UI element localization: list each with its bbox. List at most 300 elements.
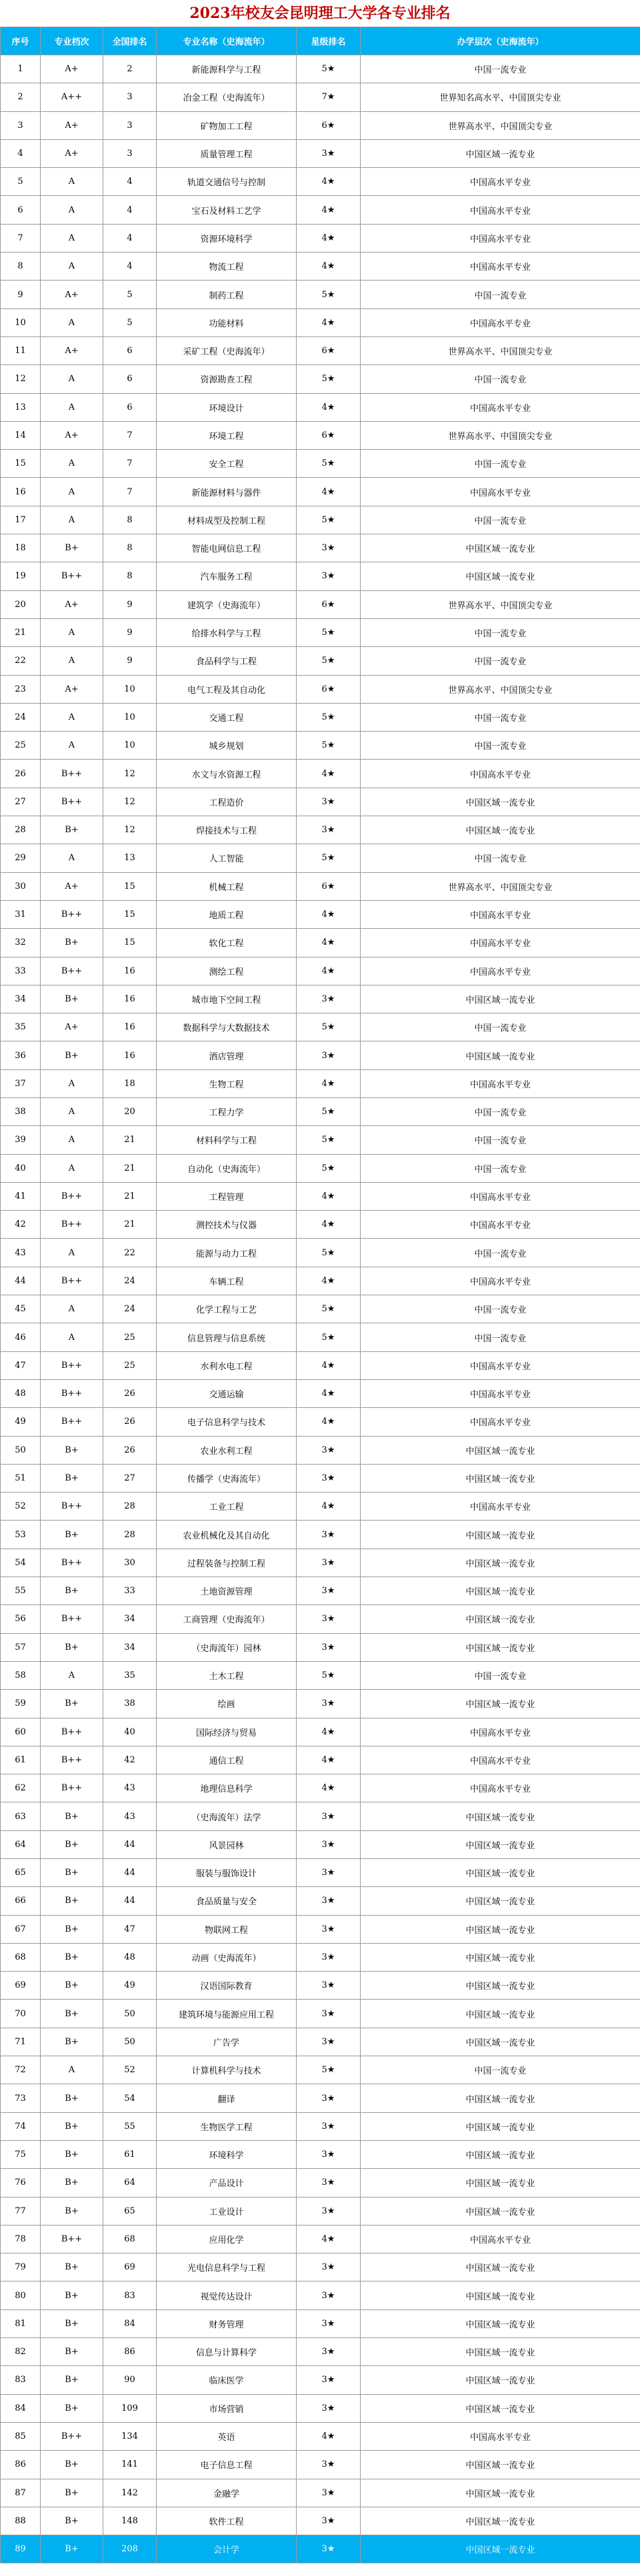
cell-national-rank: 10	[103, 675, 157, 703]
cell-tier: A	[41, 365, 103, 393]
cell-major-name: 英语	[157, 2422, 297, 2450]
cell-level: 中国一流专业	[361, 647, 640, 675]
cell-major-name: 电气工程及其自动化	[157, 675, 297, 703]
cell-national-rank: 21	[103, 1211, 157, 1239]
cell-tier: B+	[41, 2338, 103, 2366]
cell-tier: B+	[41, 1464, 103, 1492]
cell-tier: A	[41, 732, 103, 760]
table-row	[1, 1239, 640, 1267]
header-star-rating: 星级排名	[297, 27, 361, 55]
cell-major-name: 测绘工程	[157, 957, 297, 985]
table-row	[1, 1943, 640, 1971]
cell-index: 89	[1, 2535, 41, 2563]
cell-tier: A	[41, 224, 103, 252]
cell-national-rank: 16	[103, 1041, 157, 1069]
cell-tier: B+	[41, 2000, 103, 2028]
cell-national-rank: 4	[103, 196, 157, 224]
cell-index: 9	[1, 281, 41, 309]
cell-national-rank: 26	[103, 1379, 157, 1407]
cell-tier: B++	[41, 1182, 103, 1210]
cell-national-rank: 15	[103, 900, 157, 928]
cell-tier: A	[41, 2056, 103, 2084]
cell-star-rating: 7★	[297, 83, 361, 111]
cell-star-rating: 4★	[297, 1211, 361, 1239]
cell-level: 中国区域一流专业	[361, 1830, 640, 1858]
cell-tier: B++	[41, 788, 103, 816]
cell-level: 中国高水平专业	[361, 1774, 640, 1802]
table-row	[1, 1718, 640, 1746]
cell-level: 中国区域一流专业	[361, 1690, 640, 1718]
cell-tier: A+	[41, 139, 103, 167]
cell-index: 53	[1, 1521, 41, 1549]
cell-major-name: 农业水利工程	[157, 1436, 297, 1464]
cell-index: 65	[1, 1859, 41, 1887]
cell-national-rank: 21	[103, 1182, 157, 1210]
cell-national-rank: 26	[103, 1436, 157, 1464]
cell-star-rating: 3★	[297, 1915, 361, 1943]
cell-index: 38	[1, 1097, 41, 1125]
table-row	[1, 732, 640, 760]
cell-level: 中国一流专业	[361, 2056, 640, 2084]
cell-level: 中国高水平专业	[361, 168, 640, 196]
table-row	[1, 788, 640, 816]
cell-major-name: 新能源材料与器件	[157, 478, 297, 506]
cell-index: 2	[1, 83, 41, 111]
cell-tier: B++	[41, 1605, 103, 1633]
cell-tier: B+	[41, 2028, 103, 2056]
cell-star-rating: 3★	[297, 2281, 361, 2309]
cell-level: 中国高水平专业	[361, 1351, 640, 1379]
cell-index: 20	[1, 590, 41, 618]
cell-level: 中国区域一流专业	[361, 985, 640, 1013]
cell-star-rating: 3★	[297, 2169, 361, 2197]
table-row	[1, 506, 640, 534]
cell-level: 中国区域一流专业	[361, 1859, 640, 1887]
table-row	[1, 1830, 640, 1858]
cell-tier: B+	[41, 2394, 103, 2422]
cell-tier: B+	[41, 1521, 103, 1549]
cell-national-rank: 44	[103, 1859, 157, 1887]
cell-tier: A	[41, 168, 103, 196]
cell-star-rating: 3★	[297, 1605, 361, 1633]
cell-star-rating: 3★	[297, 2000, 361, 2028]
cell-tier: B+	[41, 1943, 103, 1971]
cell-level: 中国一流专业	[361, 506, 640, 534]
table-row	[1, 1295, 640, 1323]
cell-star-rating: 3★	[297, 1859, 361, 1887]
cell-tier: B+	[41, 929, 103, 957]
cell-level: 中国区域一流专业	[361, 2309, 640, 2337]
table-row	[1, 1182, 640, 1210]
cell-tier: B+	[41, 1859, 103, 1887]
cell-index: 7	[1, 224, 41, 252]
cell-index: 1	[1, 55, 41, 83]
cell-tier: A	[41, 618, 103, 646]
cell-index: 39	[1, 1126, 41, 1154]
cell-major-name: 交通工程	[157, 703, 297, 731]
cell-national-rank: 12	[103, 788, 157, 816]
cell-star-rating: 4★	[297, 1351, 361, 1379]
cell-national-rank: 7	[103, 421, 157, 449]
cell-national-rank: 21	[103, 1154, 157, 1182]
cell-level: 中国区域一流专业	[361, 2535, 640, 2563]
cell-index: 36	[1, 1041, 41, 1069]
cell-major-name: 工程管理	[157, 1182, 297, 1210]
table-row	[1, 590, 640, 618]
cell-star-rating: 3★	[297, 2535, 361, 2563]
cell-national-rank: 35	[103, 1661, 157, 1689]
cell-national-rank: 64	[103, 2169, 157, 2197]
cell-index: 3	[1, 111, 41, 139]
cell-major-name: 金融学	[157, 2479, 297, 2507]
cell-index: 87	[1, 2479, 41, 2507]
cell-major-name: 安全工程	[157, 450, 297, 478]
cell-index: 21	[1, 618, 41, 646]
table-row	[1, 1154, 640, 1182]
cell-tier: B++	[41, 1267, 103, 1295]
cell-tier: B+	[41, 2535, 103, 2563]
cell-tier: B+	[41, 2112, 103, 2140]
cell-star-rating: 4★	[297, 253, 361, 281]
cell-tier: B+	[41, 816, 103, 844]
cell-tier: A	[41, 1097, 103, 1125]
cell-tier: B+	[41, 1887, 103, 1915]
cell-major-name: 物联网工程	[157, 1915, 297, 1943]
cell-national-rank: 34	[103, 1633, 157, 1661]
cell-national-rank: 24	[103, 1295, 157, 1323]
cell-major-name: 翻译	[157, 2084, 297, 2112]
cell-tier: B++	[41, 1549, 103, 1577]
cell-national-rank: 5	[103, 281, 157, 309]
cell-star-rating: 4★	[297, 1774, 361, 1802]
cell-index: 4	[1, 139, 41, 167]
cell-national-rank: 10	[103, 703, 157, 731]
cell-major-name: 人工智能	[157, 844, 297, 872]
cell-national-rank: 52	[103, 2056, 157, 2084]
cell-level: 中国一流专业	[361, 1661, 640, 1689]
cell-tier: A	[41, 1239, 103, 1267]
cell-star-rating: 5★	[297, 1126, 361, 1154]
cell-index: 12	[1, 365, 41, 393]
cell-star-rating: 3★	[297, 1802, 361, 1830]
cell-index: 50	[1, 1436, 41, 1464]
cell-major-name: 给排水科学与工程	[157, 618, 297, 646]
cell-star-rating: 5★	[297, 1661, 361, 1689]
cell-level: 中国一流专业	[361, 1239, 640, 1267]
table-row	[1, 1746, 640, 1774]
cell-star-rating: 5★	[297, 55, 361, 83]
table-row	[1, 1859, 640, 1887]
cell-tier: B++	[41, 1211, 103, 1239]
table-row	[1, 168, 640, 196]
cell-tier: B+	[41, 2366, 103, 2394]
cell-tier: B+	[41, 2281, 103, 2309]
cell-index: 62	[1, 1774, 41, 1802]
cell-major-name: 资源勘查工程	[157, 365, 297, 393]
table-row	[1, 2281, 640, 2309]
cell-index: 57	[1, 1633, 41, 1661]
cell-national-rank: 28	[103, 1521, 157, 1549]
table-row	[1, 562, 640, 590]
cell-major-name: 过程装备与控制工程	[157, 1549, 297, 1577]
cell-major-name: 城市地下空间工程	[157, 985, 297, 1013]
table-row	[1, 816, 640, 844]
cell-star-rating: 3★	[297, 2084, 361, 2112]
cell-index: 28	[1, 816, 41, 844]
table-row	[1, 675, 640, 703]
table-row	[1, 336, 640, 364]
cell-national-rank: 44	[103, 1887, 157, 1915]
table-row	[1, 1408, 640, 1436]
cell-index: 88	[1, 2507, 41, 2535]
cell-star-rating: 3★	[297, 1690, 361, 1718]
cell-major-name: 视觉传达设计	[157, 2281, 297, 2309]
cell-tier: B+	[41, 1915, 103, 1943]
cell-major-name: 地质工程	[157, 900, 297, 928]
cell-level: 中国高水平专业	[361, 760, 640, 788]
cell-tier: A+	[41, 590, 103, 618]
table-row	[1, 872, 640, 900]
page-title: 2023年校友会昆明理工大学各专业排名	[189, 5, 451, 22]
cell-level: 世界知名高水平、中国顶尖专业	[361, 83, 640, 111]
cell-star-rating: 3★	[297, 139, 361, 167]
table-row	[1, 1097, 640, 1125]
cell-national-rank: 8	[103, 506, 157, 534]
cell-index: 86	[1, 2451, 41, 2479]
cell-major-name: 农业机械化及其自动化	[157, 1521, 297, 1549]
cell-star-rating: 4★	[297, 1182, 361, 1210]
cell-level: 中国高水平专业	[361, 1267, 640, 1295]
cell-star-rating: 5★	[297, 647, 361, 675]
cell-level: 世界高水平、中国顶尖专业	[361, 421, 640, 449]
table-row	[1, 1436, 640, 1464]
cell-star-rating: 4★	[297, 1069, 361, 1097]
cell-major-name: 计算机科学与技术	[157, 2056, 297, 2084]
cell-national-rank: 54	[103, 2084, 157, 2112]
table-row	[1, 1041, 640, 1069]
cell-national-rank: 55	[103, 2112, 157, 2140]
cell-major-name: 生物医学工程	[157, 2112, 297, 2140]
cell-major-name: 绘画	[157, 1690, 297, 1718]
ranking-table	[0, 27, 640, 2563]
cell-national-rank: 44	[103, 1830, 157, 1858]
table-row	[1, 2084, 640, 2112]
cell-national-rank: 30	[103, 1549, 157, 1577]
cell-tier: B+	[41, 1577, 103, 1605]
cell-major-name: 地理信息科学	[157, 1774, 297, 1802]
cell-index: 64	[1, 1830, 41, 1858]
cell-tier: B++	[41, 2225, 103, 2253]
cell-major-name: 工业设计	[157, 2197, 297, 2225]
cell-national-rank: 21	[103, 1126, 157, 1154]
cell-major-name: 汽车服务工程	[157, 562, 297, 590]
cell-star-rating: 3★	[297, 2507, 361, 2535]
cell-tier: A	[41, 1126, 103, 1154]
cell-level: 中国高水平专业	[361, 224, 640, 252]
cell-tier: B++	[41, 1379, 103, 1407]
table-row	[1, 111, 640, 139]
cell-star-rating: 6★	[297, 872, 361, 900]
cell-level: 中国高水平专业	[361, 957, 640, 985]
cell-national-rank: 208	[103, 2535, 157, 2563]
cell-star-rating: 6★	[297, 111, 361, 139]
cell-major-name: 广告学	[157, 2028, 297, 2056]
table-row	[1, 647, 640, 675]
cell-major-name: 材料成型及控制工程	[157, 506, 297, 534]
cell-major-name: 电子信息工程	[157, 2451, 297, 2479]
cell-major-name: 焊接技术与工程	[157, 816, 297, 844]
cell-level: 中国区域一流专业	[361, 1464, 640, 1492]
cell-star-rating: 3★	[297, 2451, 361, 2479]
cell-star-rating: 4★	[297, 309, 361, 336]
cell-tier: A+	[41, 872, 103, 900]
cell-national-rank: 148	[103, 2507, 157, 2535]
cell-level: 世界高水平、中国顶尖专业	[361, 590, 640, 618]
cell-level: 中国区域一流专业	[361, 2084, 640, 2112]
cell-tier: B+	[41, 2084, 103, 2112]
cell-level: 中国区域一流专业	[361, 2197, 640, 2225]
cell-star-rating: 5★	[297, 1323, 361, 1351]
cell-tier: B++	[41, 1718, 103, 1746]
cell-level: 中国一流专业	[361, 703, 640, 731]
cell-national-rank: 6	[103, 393, 157, 421]
cell-national-rank: 4	[103, 168, 157, 196]
cell-index: 74	[1, 2112, 41, 2140]
table-row	[1, 2309, 640, 2337]
cell-national-rank: 7	[103, 450, 157, 478]
cell-level: 中国一流专业	[361, 1295, 640, 1323]
table-row	[1, 534, 640, 562]
cell-national-rank: 7	[103, 478, 157, 506]
table-row	[1, 421, 640, 449]
cell-major-name: 电子信息科学与技术	[157, 1408, 297, 1436]
cell-star-rating: 6★	[297, 675, 361, 703]
cell-level: 世界高水平、中国顶尖专业	[361, 675, 640, 703]
cell-index: 13	[1, 393, 41, 421]
cell-major-name: 信息与计算科学	[157, 2338, 297, 2366]
cell-national-rank: 141	[103, 2451, 157, 2479]
cell-major-name: 智能电网信息工程	[157, 534, 297, 562]
cell-major-name: 风景园林	[157, 1830, 297, 1858]
cell-index: 85	[1, 2422, 41, 2450]
cell-index: 42	[1, 1211, 41, 1239]
cell-national-rank: 6	[103, 336, 157, 364]
cell-level: 世界高水平、中国顶尖专业	[361, 872, 640, 900]
cell-star-rating: 6★	[297, 421, 361, 449]
cell-national-rank: 38	[103, 1690, 157, 1718]
cell-tier: B++	[41, 1746, 103, 1774]
cell-star-rating: 3★	[297, 1830, 361, 1858]
cell-level: 中国区域一流专业	[361, 1972, 640, 2000]
table-row	[1, 2197, 640, 2225]
cell-tier: B+	[41, 1802, 103, 1830]
cell-level: 中国一流专业	[361, 618, 640, 646]
cell-level: 中国高水平专业	[361, 900, 640, 928]
cell-index: 79	[1, 2254, 41, 2281]
cell-star-rating: 3★	[297, 816, 361, 844]
cell-star-rating: 4★	[297, 760, 361, 788]
cell-star-rating: 5★	[297, 1295, 361, 1323]
cell-national-rank: 42	[103, 1746, 157, 1774]
cell-star-rating: 3★	[297, 2366, 361, 2394]
cell-major-name: 城乡规划	[157, 732, 297, 760]
cell-major-name: 应用化学	[157, 2225, 297, 2253]
cell-index: 17	[1, 506, 41, 534]
cell-major-name: 临床医学	[157, 2366, 297, 2394]
cell-major-name: 材料科学与工程	[157, 1126, 297, 1154]
cell-star-rating: 3★	[297, 2140, 361, 2168]
cell-tier: A	[41, 506, 103, 534]
cell-level: 中国区域一流专业	[361, 2169, 640, 2197]
table-row	[1, 309, 640, 336]
cell-index: 77	[1, 2197, 41, 2225]
cell-major-name: 动画（史海流年）	[157, 1943, 297, 1971]
cell-major-name: 制药工程	[157, 281, 297, 309]
cell-tier: B+	[41, 1633, 103, 1661]
cell-level: 中国区域一流专业	[361, 1802, 640, 1830]
cell-national-rank: 68	[103, 2225, 157, 2253]
table-row	[1, 365, 640, 393]
cell-index: 75	[1, 2140, 41, 2168]
cell-national-rank: 134	[103, 2422, 157, 2450]
cell-index: 16	[1, 478, 41, 506]
cell-index: 14	[1, 421, 41, 449]
cell-index: 83	[1, 2366, 41, 2394]
cell-tier: A+	[41, 111, 103, 139]
cell-tier: A	[41, 1154, 103, 1182]
cell-tier: B+	[41, 1436, 103, 1464]
cell-index: 84	[1, 2394, 41, 2422]
table-row	[1, 2422, 640, 2450]
table-row	[1, 1549, 640, 1577]
cell-level: 中国一流专业	[361, 1097, 640, 1125]
cell-star-rating: 4★	[297, 393, 361, 421]
table-row	[1, 2451, 640, 2479]
header-major-name: 专业名称（史海流年）	[157, 27, 297, 55]
cell-level: 世界高水平、中国顶尖专业	[361, 336, 640, 364]
table-row	[1, 478, 640, 506]
table-row	[1, 1605, 640, 1633]
cell-major-name: 建筑环境与能源应用工程	[157, 2000, 297, 2028]
table-row	[1, 2338, 640, 2366]
table-row	[1, 1774, 640, 1802]
cell-index: 41	[1, 1182, 41, 1210]
table-row	[1, 1972, 640, 2000]
table-row	[1, 900, 640, 928]
cell-index: 19	[1, 562, 41, 590]
cell-level: 中国区域一流专业	[361, 2394, 640, 2422]
cell-level: 中国一流专业	[361, 55, 640, 83]
cell-star-rating: 4★	[297, 1408, 361, 1436]
cell-national-rank: 12	[103, 760, 157, 788]
cell-index: 61	[1, 1746, 41, 1774]
cell-star-rating: 3★	[297, 1972, 361, 2000]
cell-national-rank: 27	[103, 1464, 157, 1492]
cell-level: 中国高水平专业	[361, 309, 640, 336]
table-row	[1, 2535, 640, 2563]
cell-index: 44	[1, 1267, 41, 1295]
cell-star-rating: 4★	[297, 1718, 361, 1746]
cell-major-name: 物流工程	[157, 253, 297, 281]
cell-index: 71	[1, 2028, 41, 2056]
cell-major-name: 水文与水资源工程	[157, 760, 297, 788]
table-row	[1, 1464, 640, 1492]
cell-level: 中国高水平专业	[361, 196, 640, 224]
cell-national-rank: 20	[103, 1097, 157, 1125]
cell-national-rank: 25	[103, 1351, 157, 1379]
cell-major-name: 车辆工程	[157, 1267, 297, 1295]
cell-index: 18	[1, 534, 41, 562]
